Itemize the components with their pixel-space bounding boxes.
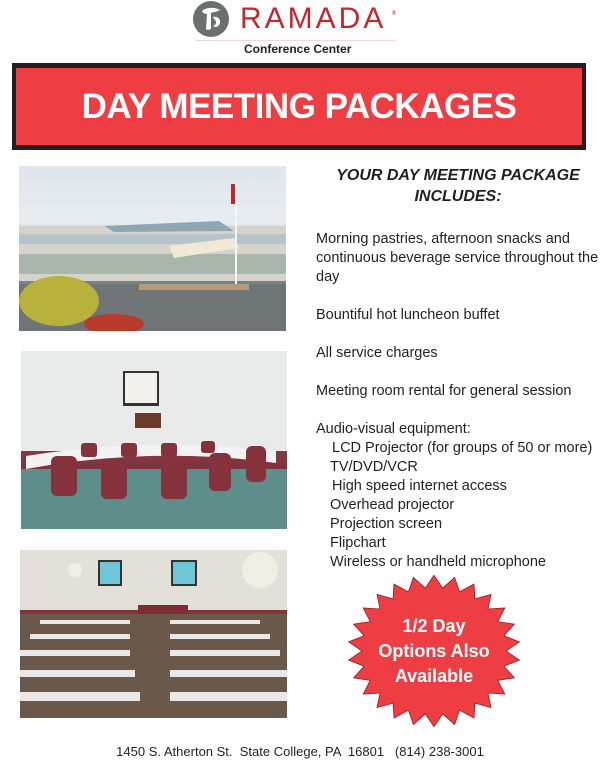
brand-name: RAMADA [240, 2, 387, 35]
badge-line3: Available [394, 665, 474, 686]
page-title: DAY MEETING PACKAGES [81, 86, 517, 126]
ballroom-illustration [20, 550, 287, 718]
package-heading [318, 165, 598, 207]
title-banner [12, 63, 586, 150]
av-item: Projection screen [330, 516, 443, 532]
building-illustration [19, 166, 286, 331]
list-item-luncheon: Bountiful hot luncheon buffet [316, 307, 500, 323]
logo-subtitle: Conference Center [244, 42, 352, 56]
av-item: Overhead projector [330, 497, 455, 513]
footer-contact [0, 744, 600, 759]
footer-phone: (814) 238-3001 [394, 744, 484, 759]
list-item-refreshments: Morning pastries, afternoon snacks and continuous beverage service throughout the day [316, 231, 599, 285]
boardroom-photo [21, 351, 287, 529]
av-item: Wireless or handheld microphone [330, 554, 546, 570]
registered-mark: ® [391, 10, 397, 17]
ramada-logo-icon [193, 1, 229, 37]
av-item: Flipchart [330, 535, 386, 551]
badge-line2: Options Also [378, 640, 490, 661]
list-item-room-rental: Meeting room rental for general session [316, 383, 572, 399]
ramada-logo [190, 0, 400, 58]
half-day-badge [346, 575, 522, 727]
av-heading: Audio-visual equipment: [316, 421, 471, 437]
av-item: TV/DVD/VCR [330, 459, 418, 475]
package-includes-list [316, 230, 600, 591]
package-heading-line2: INCLUDES: [414, 188, 502, 205]
av-item: LCD Projector (for groups of 50 or more) [332, 440, 593, 456]
footer-address: 1450 S. Atherton St. State College, PA 16801 [116, 744, 385, 759]
av-item: High speed internet access [332, 478, 507, 494]
badge-line1: 1/2 Day [402, 615, 466, 636]
badge-text [346, 575, 522, 727]
list-item-service-charges: All service charges [316, 345, 438, 361]
boardroom-illustration [21, 351, 287, 529]
package-heading-line1: YOUR DAY MEETING PACKAGE [336, 167, 580, 184]
list-item-audio-visual [316, 420, 600, 572]
building-exterior-photo [19, 166, 286, 331]
title-banner-fill [16, 68, 582, 145]
logo-divider [196, 40, 396, 41]
ballroom-classroom-photo [20, 550, 287, 718]
